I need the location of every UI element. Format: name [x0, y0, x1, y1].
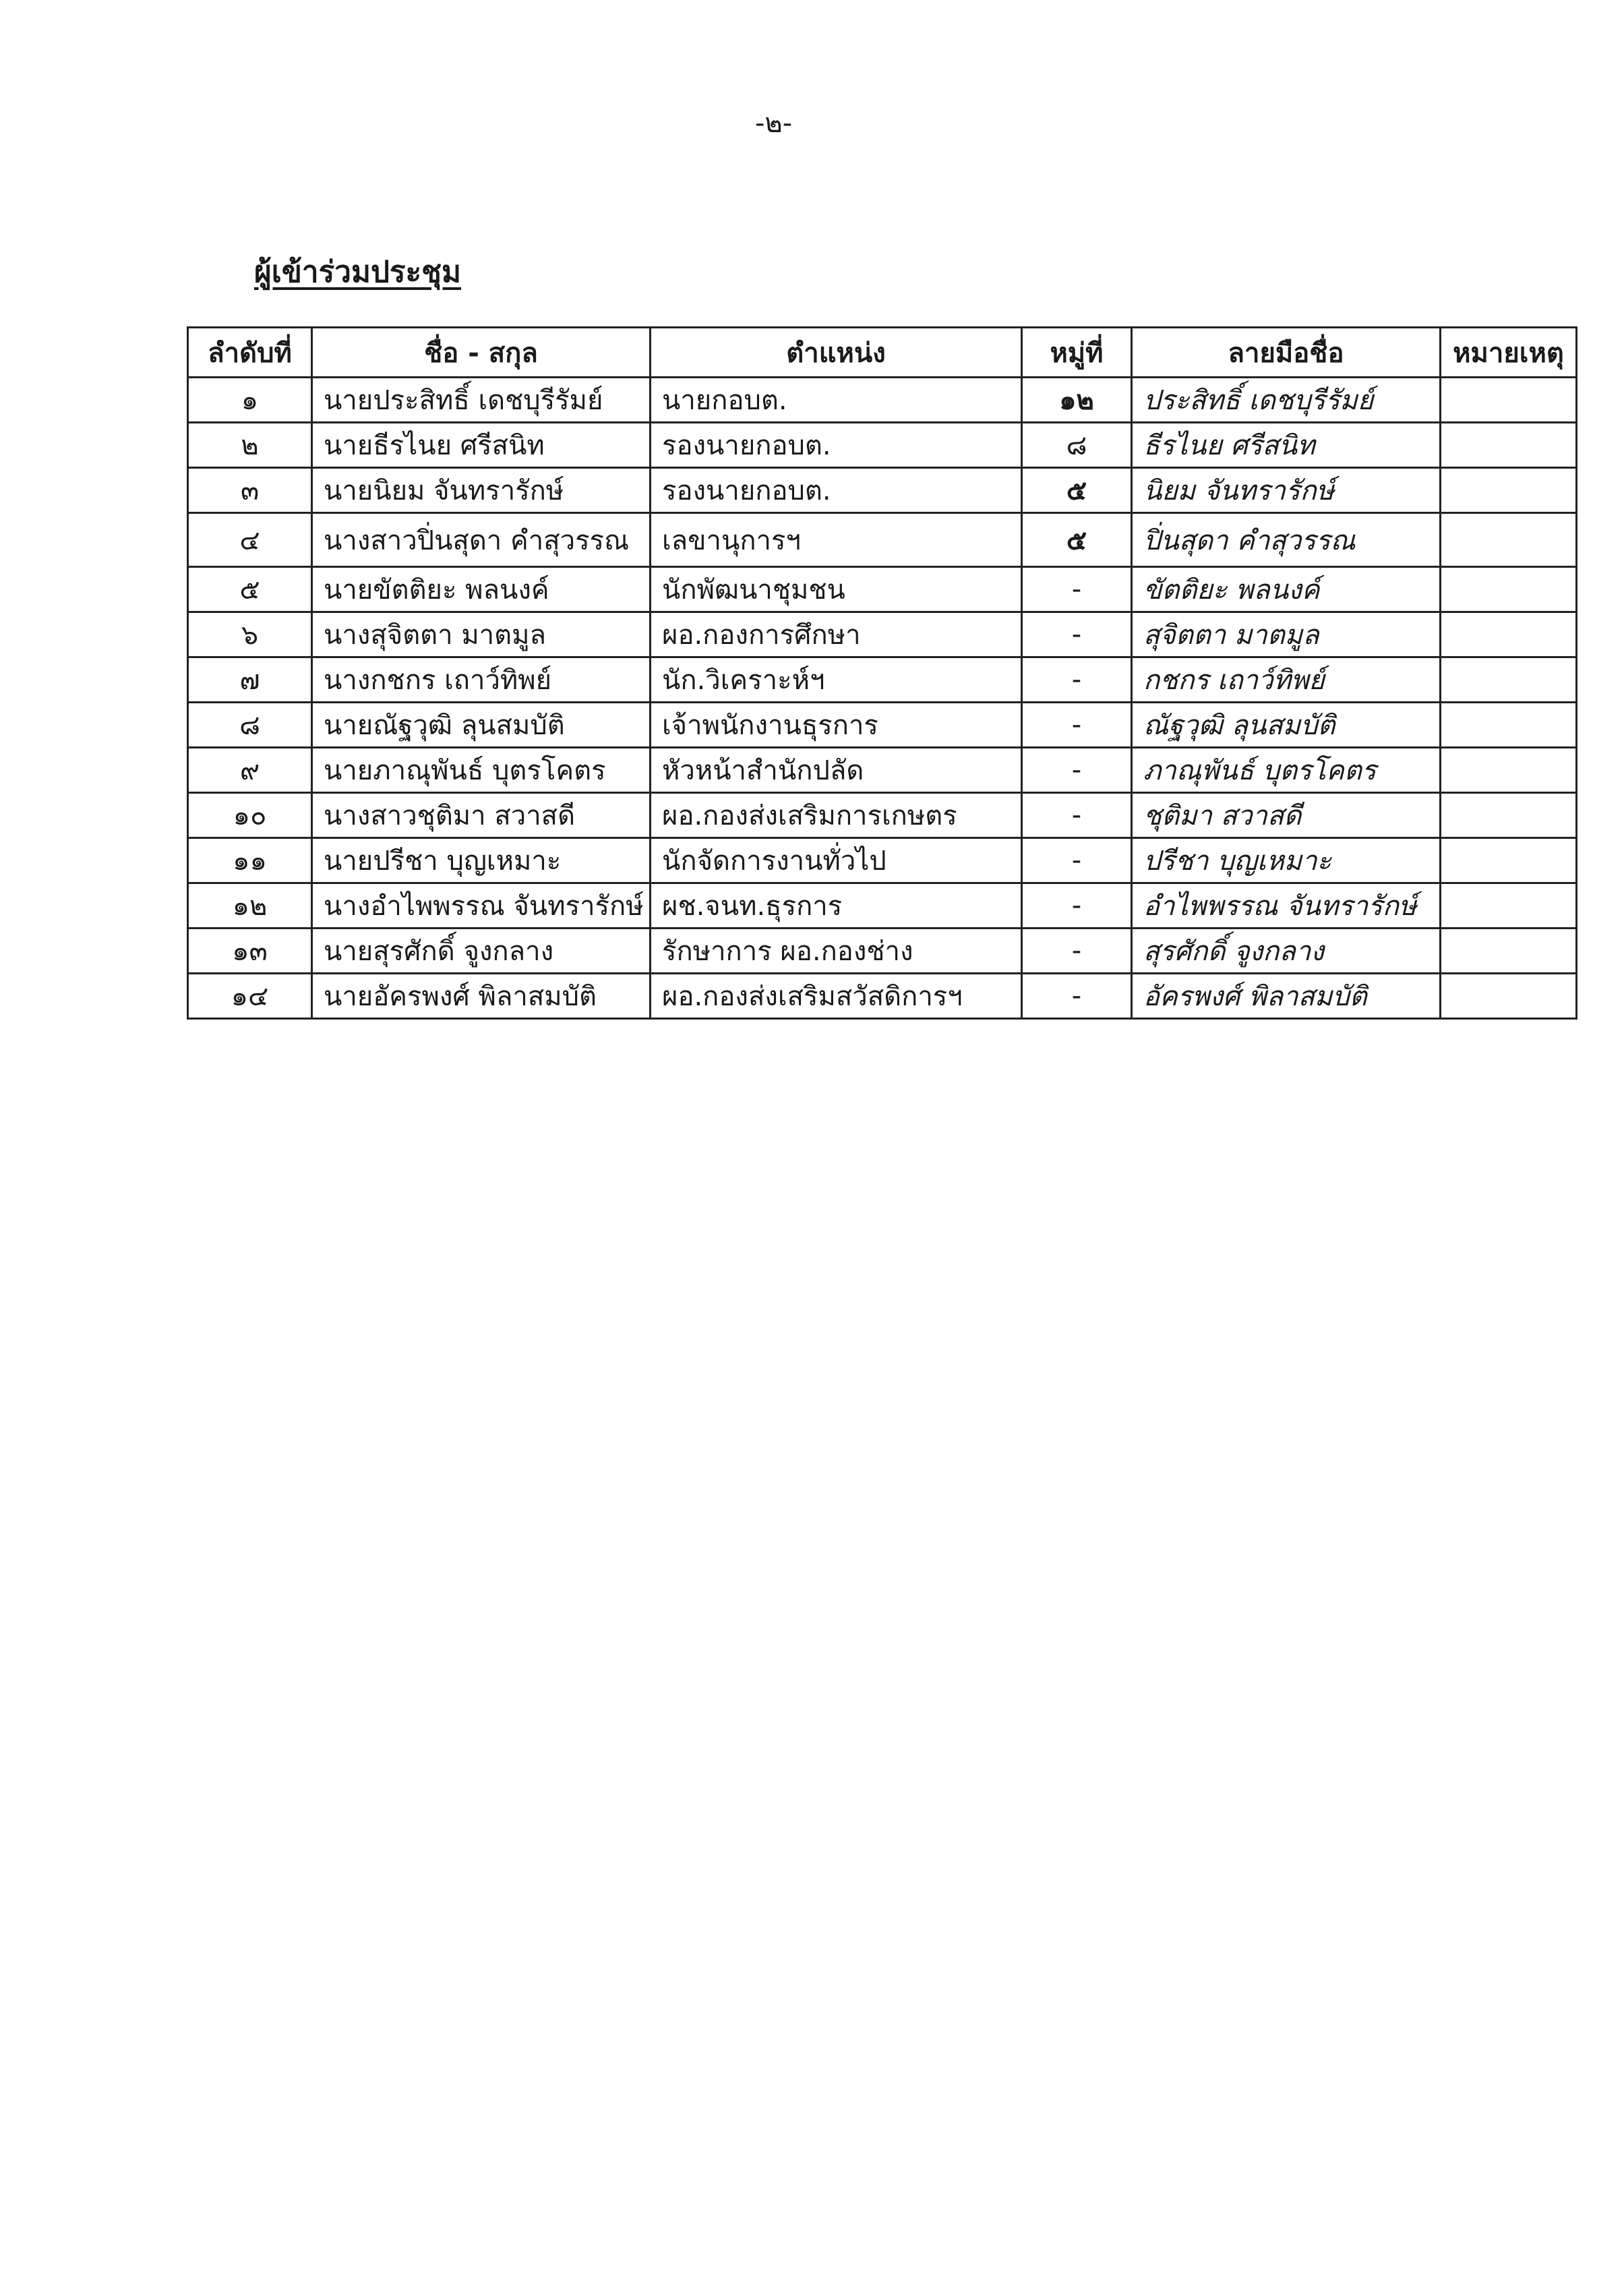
row-village: -	[1022, 974, 1132, 1019]
row-village: ๘	[1022, 423, 1132, 468]
row-position: หัวหน้าสำนักปลัด	[651, 748, 1022, 793]
row-village: -	[1022, 793, 1132, 838]
row-position: นายกอบต.	[651, 378, 1022, 423]
header-village: หมู่ที่	[1022, 328, 1132, 378]
row-position: รองนายกอบต.	[651, 468, 1022, 513]
table-row	[188, 748, 1577, 793]
row-village: ๑๒	[1022, 378, 1132, 423]
row-name: นางสาวชุติมา สวาสดี	[312, 793, 651, 838]
row-name: นางสุจิตตา มาตมูล	[312, 612, 651, 657]
row-remarks	[1441, 468, 1577, 513]
row-no: ๗	[188, 657, 312, 703]
row-signature: สุรศักดิ์ จูงกลาง	[1132, 929, 1441, 974]
row-village: -	[1022, 748, 1132, 793]
table-row	[188, 883, 1577, 929]
row-name: นายธีรไนย ศรีสนิท	[312, 423, 651, 468]
row-position: ผช.จนท.ธุรการ	[651, 883, 1022, 929]
table-row	[188, 974, 1577, 1019]
row-no: ๑๑	[188, 838, 312, 883]
row-position: เจ้าพนักงานธุรการ	[651, 703, 1022, 748]
header-signature: ลายมือชื่อ	[1132, 328, 1441, 378]
row-name: นางสาวปิ่นสุดา คำสุวรรณ	[312, 513, 651, 567]
header-name: ชื่อ - สกุล	[312, 328, 651, 378]
table-row	[188, 378, 1577, 423]
row-name: นางกชกร เถาว์ทิพย์	[312, 657, 651, 703]
attendees-table	[187, 326, 1577, 1020]
row-remarks	[1441, 513, 1577, 567]
row-no: ๔	[188, 513, 312, 567]
row-name: นางอำไพพรรณ จันทรารักษ์	[312, 883, 651, 929]
table-row	[188, 703, 1577, 748]
table-row	[188, 423, 1577, 468]
row-position: นักพัฒนาชุมชน	[651, 567, 1022, 612]
row-signature: ประสิทธิ์ เดชบุรีรัมย์	[1132, 378, 1441, 423]
row-village: -	[1022, 657, 1132, 703]
header-position: ตำแหน่ง	[651, 328, 1022, 378]
row-signature: นิยม จันทรารักษ์	[1132, 468, 1441, 513]
row-position: ผอ.กองการศึกษา	[651, 612, 1022, 657]
row-remarks	[1441, 974, 1577, 1019]
row-signature: ขัตติยะ พลนงค์	[1132, 567, 1441, 612]
row-signature: ณัฐวุฒิ ลุนสมบัติ	[1132, 703, 1441, 748]
row-name: นายนิยม จันทรารักษ์	[312, 468, 651, 513]
row-no: ๕	[188, 567, 312, 612]
section-title: ผู้เข้าร่วมประชุม	[254, 255, 462, 289]
row-name: นายอัครพงศ์ พิลาสมบัติ	[312, 974, 651, 1019]
row-village: -	[1022, 883, 1132, 929]
row-village: -	[1022, 703, 1132, 748]
row-remarks	[1441, 748, 1577, 793]
table-row	[188, 793, 1577, 838]
row-signature: ปรีชา บุญเหมาะ	[1132, 838, 1441, 883]
row-name: นายปรีชา บุญเหมาะ	[312, 838, 651, 883]
row-position: นัก.วิเคราะห์ฯ	[651, 657, 1022, 703]
row-remarks	[1441, 612, 1577, 657]
row-remarks	[1441, 793, 1577, 838]
table-row	[188, 612, 1577, 657]
row-name: นายขัตติยะ พลนงค์	[312, 567, 651, 612]
row-remarks	[1441, 703, 1577, 748]
row-position: เลขานุการฯ	[651, 513, 1022, 567]
row-village: ๕	[1022, 513, 1132, 567]
row-remarks	[1441, 838, 1577, 883]
row-remarks	[1441, 567, 1577, 612]
row-no: ๙	[188, 748, 312, 793]
row-name: นายภาณุพันธ์ บุตรโคตร	[312, 748, 651, 793]
row-signature: กชกร เถาว์ทิพย์	[1132, 657, 1441, 703]
row-position: รองนายกอบต.	[651, 423, 1022, 468]
row-position: ผอ.กองส่งเสริมการเกษตร	[651, 793, 1022, 838]
table-row	[188, 567, 1577, 612]
table-row	[188, 657, 1577, 703]
row-position: นักจัดการงานทั่วไป	[651, 838, 1022, 883]
row-remarks	[1441, 883, 1577, 929]
row-village: -	[1022, 838, 1132, 883]
row-no: ๑๒	[188, 883, 312, 929]
row-no: ๑๐	[188, 793, 312, 838]
row-village: -	[1022, 567, 1132, 612]
row-signature: ธีรไนย ศรีสนิท	[1132, 423, 1441, 468]
row-remarks	[1441, 423, 1577, 468]
row-signature: อำไพพรรณ จันทรารักษ์	[1132, 883, 1441, 929]
row-no: ๓	[188, 468, 312, 513]
row-village: -	[1022, 929, 1132, 974]
row-village: ๕	[1022, 468, 1132, 513]
table-row	[188, 838, 1577, 883]
row-remarks	[1441, 929, 1577, 974]
table-row	[188, 468, 1577, 513]
row-signature: อัครพงศ์ พิลาสมบัติ	[1132, 974, 1441, 1019]
row-name: นายประสิทธิ์ เดชบุรีรัมย์	[312, 378, 651, 423]
page-number: -๒-	[755, 108, 793, 139]
header-no: ลำดับที่	[188, 328, 312, 378]
row-village: -	[1022, 612, 1132, 657]
row-position: รักษาการ ผอ.กองช่าง	[651, 929, 1022, 974]
row-no: ๑	[188, 378, 312, 423]
row-signature: ชุติมา สวาสดี	[1132, 793, 1441, 838]
table-row	[188, 513, 1577, 567]
row-name: นายณัฐวุฒิ ลุนสมบัติ	[312, 703, 651, 748]
table-row	[188, 929, 1577, 974]
row-no: ๑๓	[188, 929, 312, 974]
row-no: ๒	[188, 423, 312, 468]
row-signature: สุจิตตา มาตมูล	[1132, 612, 1441, 657]
row-no: ๑๔	[188, 974, 312, 1019]
row-remarks	[1441, 657, 1577, 703]
row-signature: ภาณุพันธ์ บุตรโคตร	[1132, 748, 1441, 793]
row-name: นายสุรศักดิ์ จูงกลาง	[312, 929, 651, 974]
header-remarks: หมายเหตุ	[1441, 328, 1577, 378]
row-remarks	[1441, 378, 1577, 423]
row-signature: ปิ่นสุดา คำสุวรรณ	[1132, 513, 1441, 567]
row-position: ผอ.กองส่งเสริมสวัสดิการฯ	[651, 974, 1022, 1019]
row-no: ๖	[188, 612, 312, 657]
row-no: ๘	[188, 703, 312, 748]
table-header-row	[188, 328, 1577, 378]
